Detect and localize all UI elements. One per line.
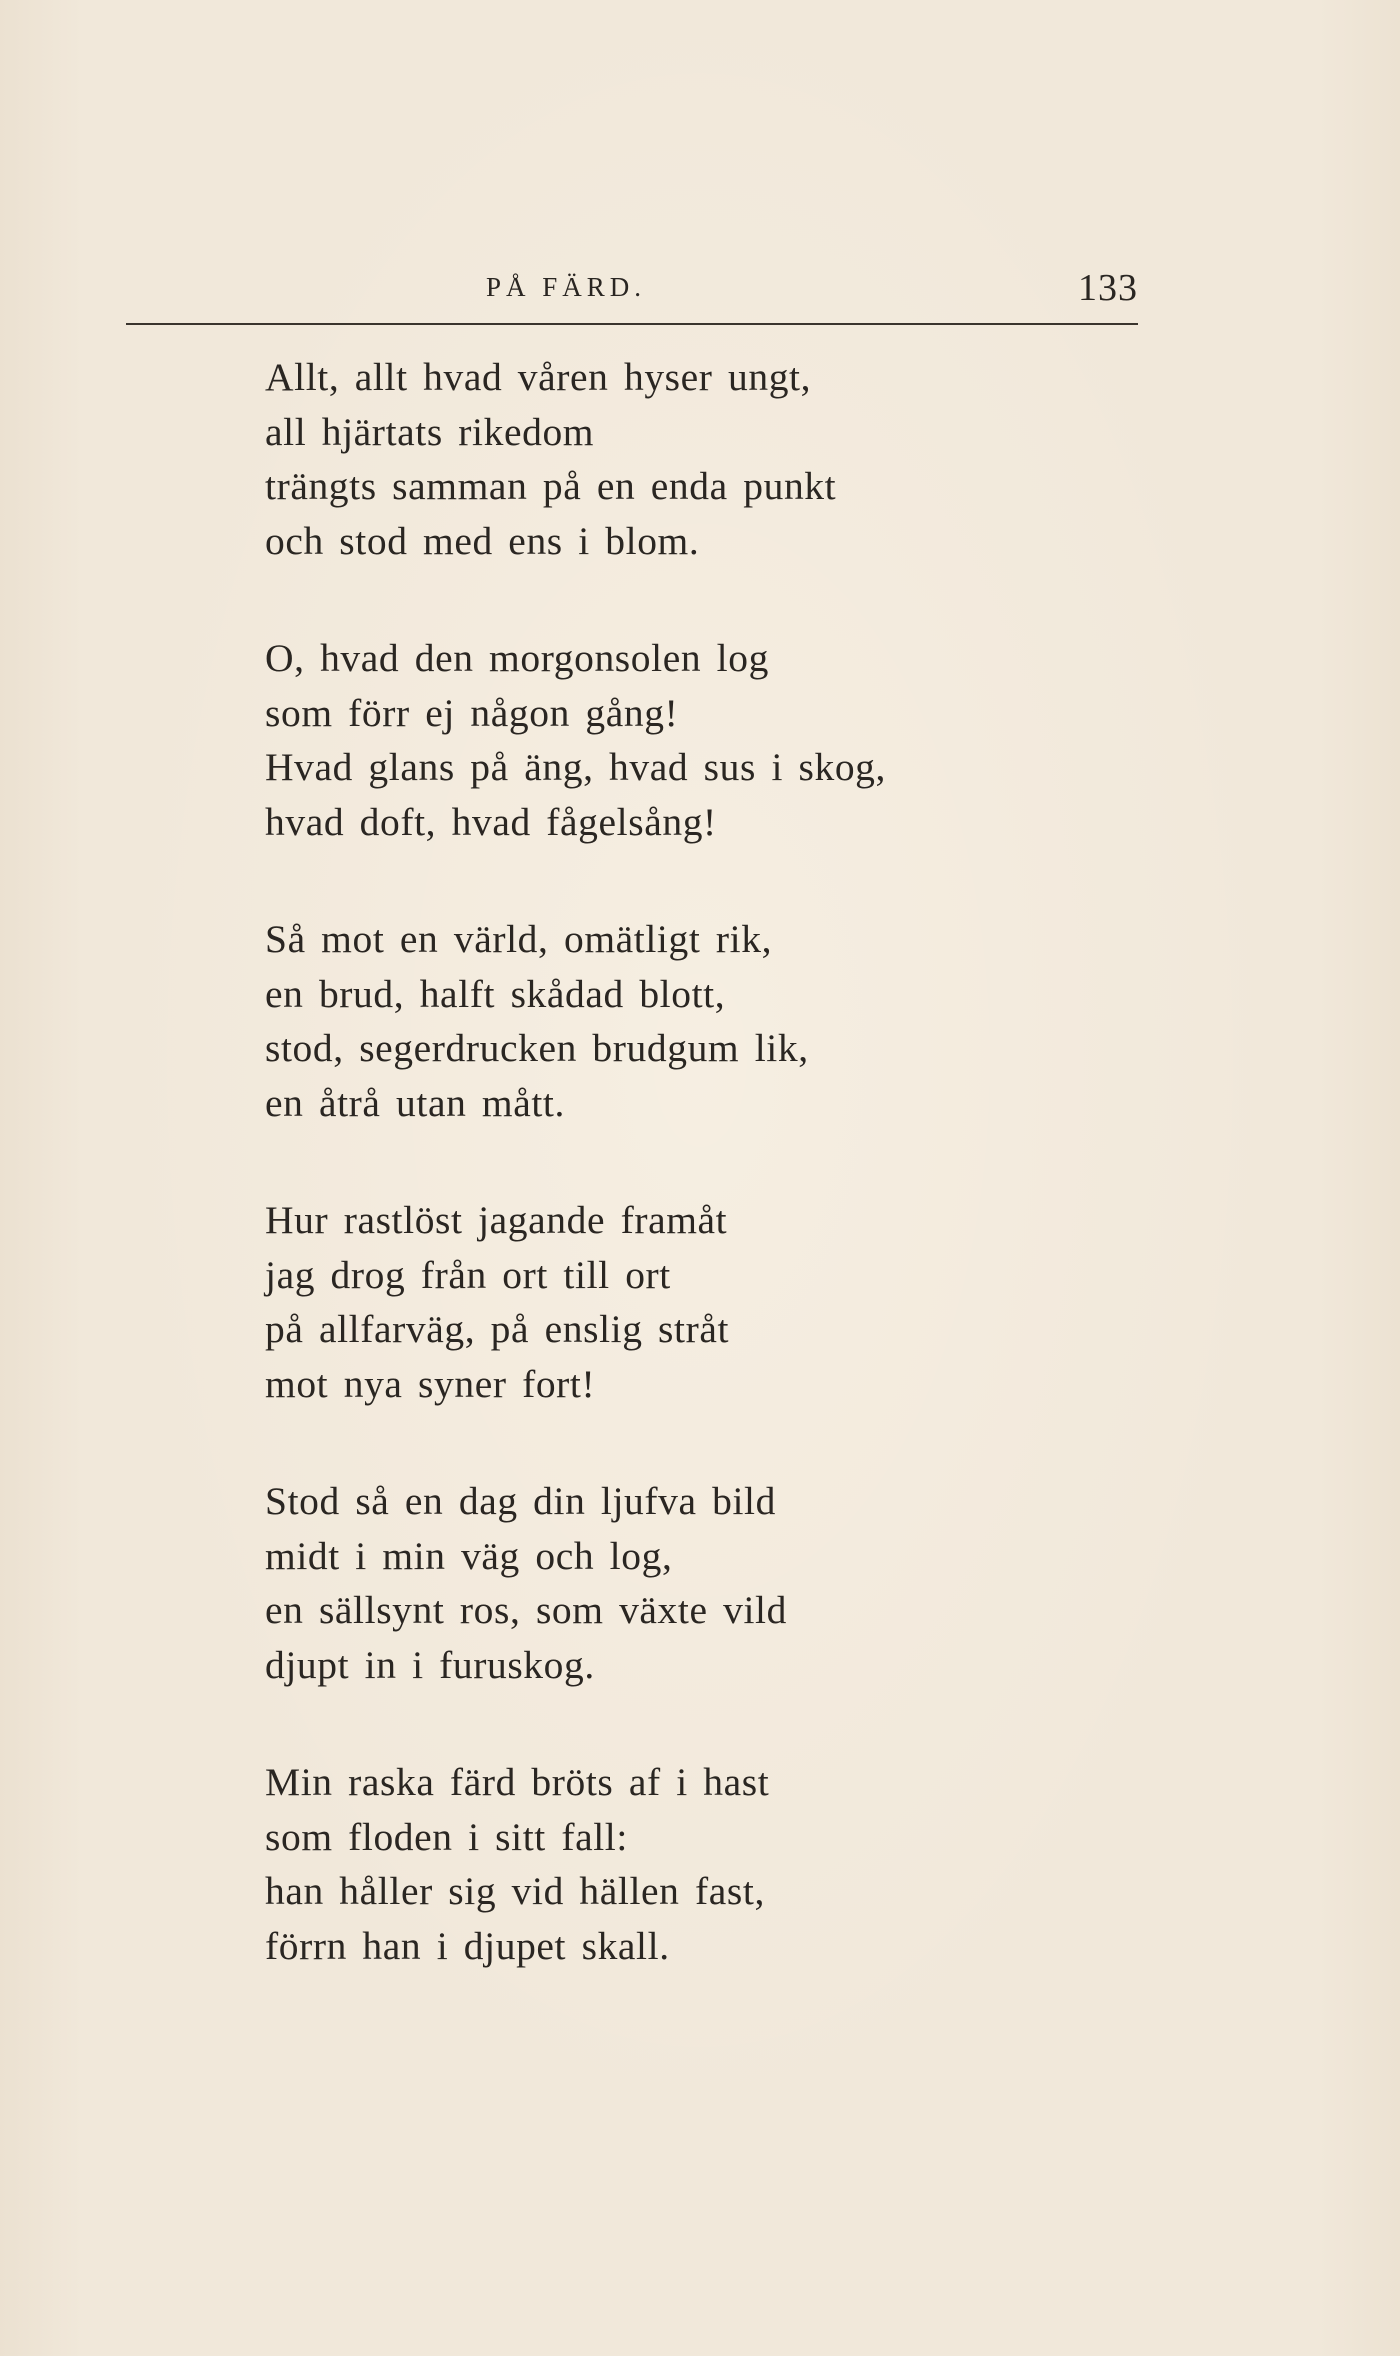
page-number: 133 [1078, 267, 1138, 309]
poem-line: jag drog från ort till ort [265, 1252, 671, 1297]
stanza [265, 912, 1145, 1130]
poem [265, 350, 1145, 2036]
poem-line: Hvad glans på äng, hvad sus i skog, [265, 745, 886, 789]
poem-line: mot nya syner fort! [265, 1361, 596, 1406]
stanza [265, 350, 1145, 568]
poem-line: Hur rastlöst jagande framåt [265, 1198, 728, 1242]
header-rule [126, 323, 1138, 325]
stanza [265, 1474, 1145, 1692]
poem-line: förrn han i djupet skall. [265, 1923, 670, 1968]
running-title: PÅ FÄRD. [485, 272, 647, 302]
poem-line: all hjärtats rikedom [265, 409, 595, 454]
running-head [126, 262, 1138, 322]
poem-line: hvad doft, hvad fågelsång! [265, 799, 717, 844]
stanza [265, 631, 1145, 849]
poem-line: och stod med ens i blom. [265, 518, 700, 563]
poem-line: han håller sig vid hällen fast, [265, 1869, 765, 1913]
stanza [265, 1755, 1145, 1973]
poem-line: på allfarväg, på enslig stråt [265, 1307, 730, 1351]
poem-line: midt i min väg och log, [265, 1533, 673, 1578]
poem-line: djupt in i furuskog. [265, 1642, 595, 1687]
poem-line: Min raska färd bröts af i hast [265, 1760, 770, 1804]
stanza [265, 1193, 1145, 1411]
poem-line: en brud, halft skådad blott, [265, 971, 726, 1016]
poem-line: Så mot en värld, omätligt rik, [265, 917, 773, 961]
poem-line: en åtrå utan mått. [265, 1080, 565, 1125]
poem-line: som förr ej någon gång! [265, 690, 679, 735]
poem-line: Allt, allt hvad våren hyser ungt, [265, 355, 812, 399]
poem-line: O, hvad den morgonsolen log [265, 636, 769, 680]
poem-line: Stod så en dag din ljufva bild [265, 1479, 776, 1523]
poem-line: som floden i sitt fall: [265, 1814, 628, 1859]
poem-line: stod, segerdrucken brudgum lik, [265, 1026, 809, 1070]
poem-line: en sällsynt ros, som växte vild [265, 1588, 787, 1632]
poem-line: trängts samman på en enda punkt [265, 464, 837, 508]
